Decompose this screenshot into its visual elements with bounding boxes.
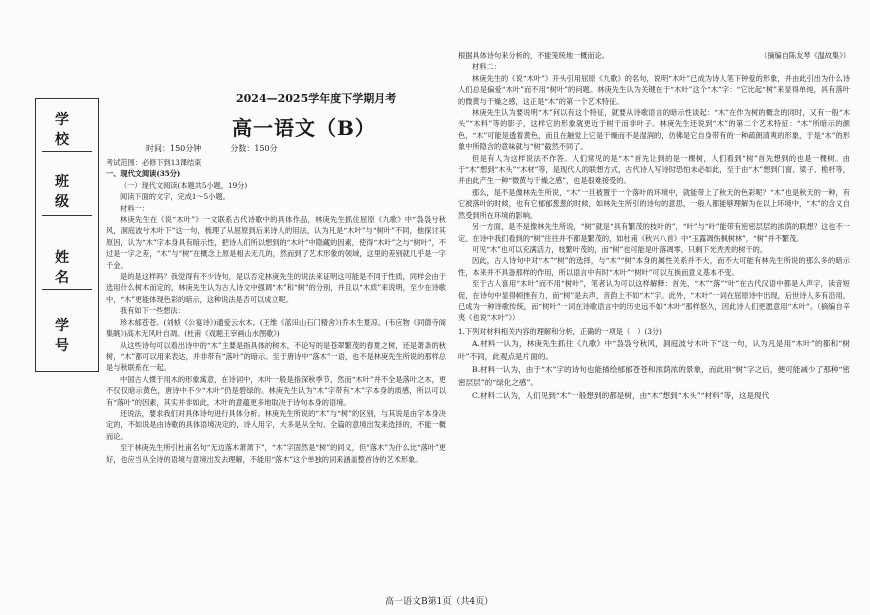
right-paragraph: 至于古人喜用“木叶”而不用“树叶”，笔者认为可以这样解释：首先，“木”“落”“叶”在古代汉语中都是入声字，读音短促，在诗句中显得顿挫有力，而“树”是去声，音韵上不如“木”字。此外，“木叶”一词在屈原诗中出现，后世诗人多有沿用，已成为一种诗歌传统，而“树叶”一词在诗歌语言中的历史远不如“木叶”那样悠久，因此诗人们更愿意用“木叶”。（摘编自辛夷《也说“木叶”》） <box>458 279 850 323</box>
exam-score: 分数：150分 <box>230 144 278 153</box>
subsection-heading: （一）现代文阅读(本题共5小题，19分) <box>120 180 248 190</box>
left-paragraph: 还说法，要求我们对具体诗句进行具体分析。林庚先生所说的“木”与“树”的区别，与其说是由字本身决定的，不如说是由诗歌的具体语境决定的，诗人用字，大多是从全句、全篇的意境出发来选择的，不能一概而论。 <box>106 408 446 441</box>
left-column <box>106 157 446 465</box>
term-title: 2024—2025学年度下学期月考 <box>236 92 397 105</box>
name-line <box>42 289 92 290</box>
left-paragraph: 从这些诗句可以看出诗中的“木”主要是指具体的树木，不论写的是苍翠繁茂的春夏之树，还是萧条的秋树，“木”都可以用来表达，并非带有“落叶”的暗示。至于唐诗中“落木”一语，也不是林庚先生所说的那样总是与秋联系在一起。 <box>106 340 446 373</box>
left-paragraph: 珍木郁苍苍。(刘桢《公宴诗》)通爱云水木。(王维《蓝田山石门精舍》)乔木生夏凉。(韦应物《同德寺阁集眺》)高木无风叶自凋。(杜甫《戏题王宰画山水图歌》) <box>106 317 446 339</box>
section-heading: 一、现代文阅读(35分) <box>106 169 181 179</box>
right-paragraph: 可见“木”也可以充满活力，枝繁叶茂的，而“树”也可能是叶落凋零，只剩下光秃秃的树干的。 <box>472 244 768 254</box>
left-paragraph: 至于林庚先生所引杜甫名句“无边落木萧萧下”，“木”字固然是“树”的同义，但“落木”为什么比“落叶”更好，也应当从全诗的语境与意境出发去理解，不能用“落木”这个单独的词来涵盖整首诗的艺术形象。 <box>106 443 446 464</box>
class-label: 班 级 <box>55 174 79 210</box>
exam-title: 高一语文（B） <box>232 116 376 140</box>
question-1: 1.下列对材料相关内容的理解和分析，正确的一项是（ ）(3分) <box>458 326 662 336</box>
left-paragraph: 是的是这样吗？我觉得有不少诗句，是以否定林庚先生的说法来证明这可能是不同于性质，同样会由于选用什么树木而定的，林庚先生认为古人诗文中强调“木”和“树”的分别，并且以“木质”来说明，至少在诗歌中，“木”更能体现色彩的暗示，这种说法是否可以成立呢。 <box>106 272 446 304</box>
continued-text <box>458 50 850 61</box>
right-paragraph: 但是有人为这样说法不作答。人们常见的是“木”首先让到的是一棵树，人们看到“树”首先想到的也是一棵树。由于“木”想到“木头”“木材”等，是现代人的联想方式，古代诗人写诗时恐怕未必如此，至于由“木”想到门窗、梁子、桅杆等，并由此产生一种“微黄与干燥之感”，也是很难接受的。 <box>458 153 850 186</box>
school-label: 学 校 <box>55 112 79 148</box>
exam-time: 时间：150分钟 <box>146 144 202 153</box>
source-note: （摘编自陈友琴《温故集》） <box>760 51 850 60</box>
left-paragraph: 我有如下一些想法： <box>120 306 185 316</box>
left-paragraph: 林庚先生在《说“木叶”》一文联系古代诗歌中的具体作品，林庚先生抓住屈原《九歌》中“袅袅兮秋风，洞庭波兮木叶下”这一句，梳理了从屈原到后来诗人的用法，认为凡是“木叶”与“树叶”不同，他探讨其原因，认为“木”字本身具有暗示性，把诗人们所以想到的“木叶”中隐藏的因素，使得“木叶”之与“树叶”，不过是一字之差，“木”与“树”在概念上原是相去无几的，然而到了艺术形象的领域，这里的差别就几乎是一字千金。 <box>106 215 446 270</box>
right-column <box>458 50 850 402</box>
right-paragraph: 林庚先生认为要说明“木”何以有这个特征，就要从诗歌语言的暗示性谈起：“木”在作为树的概念的同时，又有一般“木头”“木料”等的影子，这样它的形象就更近于树干而非叶子。林庚先生还说到“木”的第二个艺术特征：“木”所暗示的颜色，“木”可能是透着黄色，而且在触觉上它是干燥而不是湿润的，仿佛是它自身带有的一种疏朗清爽的形象，于是“木”的形象中所隐含的意味就与“树”截然不同了。 <box>458 108 850 152</box>
name-label: 姓 名 <box>55 250 79 286</box>
instruction: 阅读下面的文字，完成1～5小题。 <box>120 192 230 202</box>
number-label: 学 号 <box>55 318 79 354</box>
school-line <box>42 151 92 152</box>
exam-meta <box>146 143 278 154</box>
student-info-box <box>35 98 99 372</box>
exam-range: 考试范围：必修下到13课结束 <box>106 158 202 167</box>
page-footer: 高一语文B第1页（共4页） <box>385 597 494 607</box>
option-a: A.材料一认为，林庚先生抓住《九歌》中“袅袅兮秋风，洞庭波兮木叶下”这一句，认为凡是用“木叶”的都和“树叶”不同，此观点是片面的。 <box>458 339 850 362</box>
right-paragraph: 因此，古人诗句中对“木”“树”的选择，与“木”“树”本身的属性关系并不大，而不大可能有林先生所说的那么多的暗示性，本来并不具备那样的作用，所以语言中有时“木叶”“树叶”可以互换而意义基本不变。 <box>458 256 850 277</box>
right-paragraph: 另一方面，是不是像林先生所说，“树”就是“具有繁茂的枝叶的”，“叶”与“叶”能带有密密层层的浓荫的联想？这也不一定。在诗中我们看到的“树”往往并不都是繁茂的，如杜甫《秋兴八首》中“玉露凋伤枫树林”，“树”并不繁茂。 <box>458 222 850 243</box>
material-two-label: 材料二： <box>472 62 501 72</box>
material-one-label: 材料一： <box>120 203 149 213</box>
left-paragraph: 中国古人惯于用木的形象寓意，在诗词中，木叶一般是指深秋季节，然而“木叶”并不全是落叶之木，更不仅仅暗示黄色，唐诗中不少“木叶”仍是碧绿的。林庚先生认为“木”字带有“木”字本身的质感，所以可以有“落叶”的因素，其实并非如此，木叶的意蕴更多地取决于诗句本身的语境。 <box>106 374 446 407</box>
class-line <box>42 215 92 216</box>
right-paragraph: 林庚先生的《说“木叶”》开头引用屈原《九歌》的名句，说明“木叶”已成为诗人笔下钟爱的形象，并由此引出为什么诗人们总是偏爱“木叶”而不用“树叶”的问题。林庚先生认为关键在于“木叶”这个“木”字：“它比起“树”来显得单纯，具有落叶的微黄与干燥之感，这正是“木”的第一个艺术特征。 <box>458 73 850 106</box>
right-paragraph: 那么，是不是像林先生所说，“木”一旦被置于一个落叶的环境中，就能带上了秋天的色彩呢？“木”也是秋天的一种，有它被落叶的时候，也有它郁郁葱葱的时候，如林先生所引的诗句的意思，一般人都能够理解为在以上环境中，“木”的含义自然受到所在环境的影响。 <box>458 187 850 220</box>
option-c: C.材料二认为，人们见到“木”一般想到的都是树，由“木”想到“木头”“材料”等，这是现代 <box>472 391 770 401</box>
option-b: B.材料一认为，由于“木”字的诗句也能描绘郁郁苍苍和浓荫浓的景象，而此用“树”字之后，便可能减少了那种“密密层层”的“绿化之感”。 <box>458 365 850 388</box>
continued-sentence: 根据具体诗句来分析的，不能笼统地一概而论。 <box>458 51 609 60</box>
